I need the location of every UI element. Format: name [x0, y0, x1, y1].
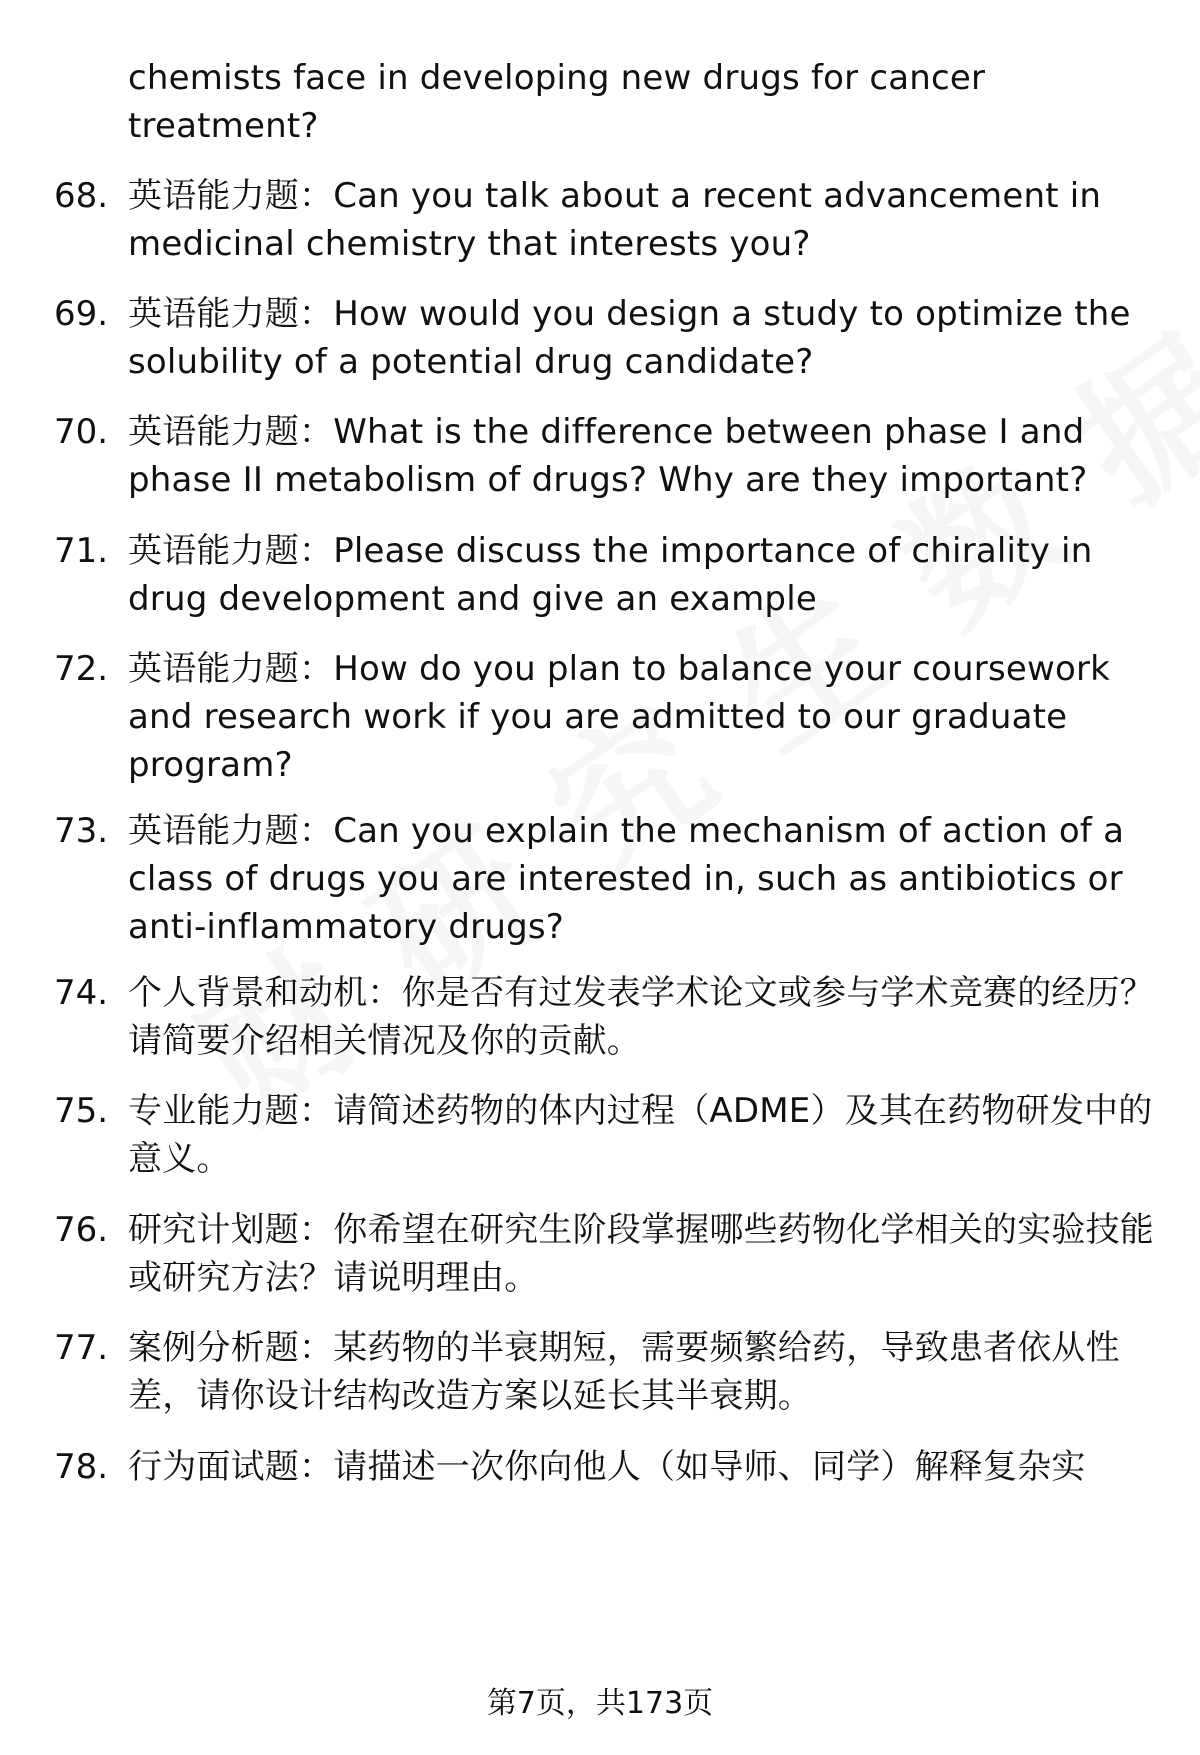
question-number: 77. — [54, 1328, 109, 1368]
question-item-76 — [54, 1206, 1164, 1302]
question-text: 研究计划题：你希望在研究生阶段掌握哪些药物化学相关的实验技能或研究方法？请说明理由。 — [128, 1210, 1154, 1298]
question-item-78 — [54, 1443, 1164, 1491]
question-number: 74. — [54, 973, 109, 1013]
question-item-69 — [54, 290, 1164, 386]
question-number: 71. — [54, 531, 109, 571]
question-item-75 — [54, 1087, 1164, 1183]
question-text: 英语能力题：Can you talk about a recent advancement in medicinal chemistry that interests you? — [128, 176, 1102, 264]
question-text: 英语能力题：What is the difference between phase I and phase II metabolism of drugs? Why are they important? — [128, 412, 1088, 500]
question-item-72 — [54, 645, 1164, 789]
question-number: 75. — [54, 1091, 109, 1131]
question-text: 个人背景和动机：你是否有过发表学术论文或参与学术竞赛的经历？请简要介绍相关情况及你的贡献。 — [128, 973, 1154, 1061]
question-text: chemists face in developing new drugs for cancer treatment? — [128, 58, 986, 146]
question-text: 英语能力题：How do you plan to balance your coursework and research work if you are admitted to our graduate program? — [128, 649, 1111, 785]
question-number: 76. — [54, 1210, 109, 1250]
question-number: 69. — [54, 294, 109, 334]
question-number: 78. — [54, 1447, 109, 1487]
question-item-73 — [54, 807, 1164, 951]
question-text: 行为面试题：请描述一次你向他人（如导师、同学）解释复杂实 — [128, 1447, 1086, 1487]
question-text: 英语能力题：Please discuss the importance of chirality in drug development and give an example — [128, 531, 1093, 619]
question-text: 案例分析题：某药物的半衰期短，需要频繁给药，导致患者依从性差，请你设计结构改造方案以延长其半衰期。 — [128, 1328, 1120, 1416]
question-item-74 — [54, 969, 1164, 1065]
page-footer: 第7页，共173页 — [486, 1686, 714, 1721]
question-number: 68. — [54, 176, 109, 216]
question-item-70 — [54, 408, 1164, 504]
question-number: 72. — [54, 649, 109, 689]
question-number: 70. — [54, 412, 109, 452]
question-number: 73. — [54, 811, 109, 851]
question-text: 英语能力题：Can you explain the mechanism of action of a class of drugs you are interested in, such as antibiotics or anti-inflammatory drugs? — [128, 811, 1125, 947]
question-text: 专业能力题：请简述药物的体内过程（ADME）及其在药物研发中的意义。 — [128, 1091, 1153, 1179]
question-item-68 — [54, 172, 1164, 268]
question-item-77 — [54, 1324, 1164, 1420]
question-continuation — [128, 54, 1168, 150]
question-text: 英语能力题：How would you design a study to optimize the solubility of a potential drug candidate? — [128, 294, 1131, 382]
question-item-71 — [54, 527, 1164, 623]
